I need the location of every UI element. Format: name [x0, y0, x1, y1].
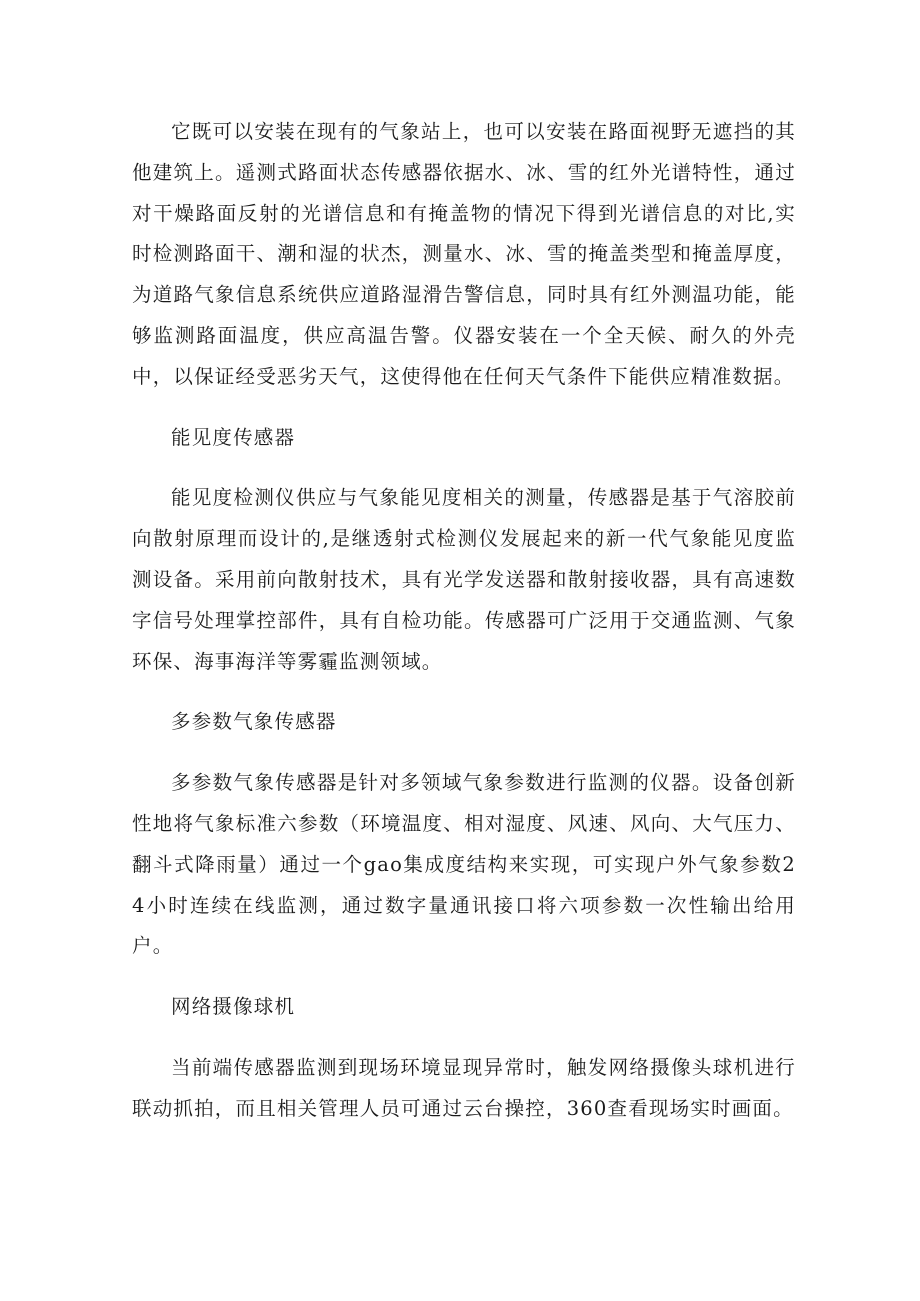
heading-multi-parameter-sensor: 多参数气象传感器	[171, 710, 337, 734]
paragraph-road-sensor: 它既可以安装在现有的气象站上，也可以安装在路面视野无遮挡的其他建筑上。遥测式路面状态传感器依据水、冰、雪的红外光谱特性，通过对干燥路面反射的光谱信息和有掩盖物的情况下得到光谱信息的对比,实时检测路面干、潮和湿的状杰，测量水、冰、雪的掩盖类型和掩盖厚度，为道路气象信息系统供应道路湿滑告警信息，同时具有红外测温功能，能够监测路面温度，供应高温告警。仪器安装在一个全天候、耐久的外壳中，以保证经受恶劣天气，这使得他在任何天气条件下能供应精准数据。	[132, 120, 796, 388]
paragraph-network-camera: 当前端传感器监测到现场环境显现异常时，触发网络摄像头球机进行联动抓拍，而且相关管理人员可通过云台操控，360查看现场实时画面。	[132, 1055, 796, 1120]
paragraph-multi-parameter-sensor: 多参数气象传感器是针对多领域气象参数进行监测的仪器。设备创新性地将气象标准六参数（环境温度、相对湿度、风速、风向、大气压力、翻斗式降雨量）通过一个gao集成度结构来实现，可实现户外气象参数24小时连续在线监测，通过数字量通讯接口将六项参数一次性输出给用户。	[132, 771, 796, 958]
paragraph-visibility-sensor: 能见度检测仪供应与气象能见度相关的测量，传感器是基于气溶胶前向散射原理而设计的,是继透射式检测仪发展起来的新一代气象能见度监测设备。采用前向散射技术，具有光学发送器和散射接收器，具有高速数字信号处理掌控部件，具有自检功能。传感器可广泛用于交通监测、气象环保、海事海洋等雾霾监测领域。	[132, 486, 796, 673]
document-body	[132, 112, 796, 1130]
heading-network-camera: 网络摄像球机	[171, 995, 296, 1019]
heading-visibility-sensor: 能见度传感器	[171, 425, 296, 449]
